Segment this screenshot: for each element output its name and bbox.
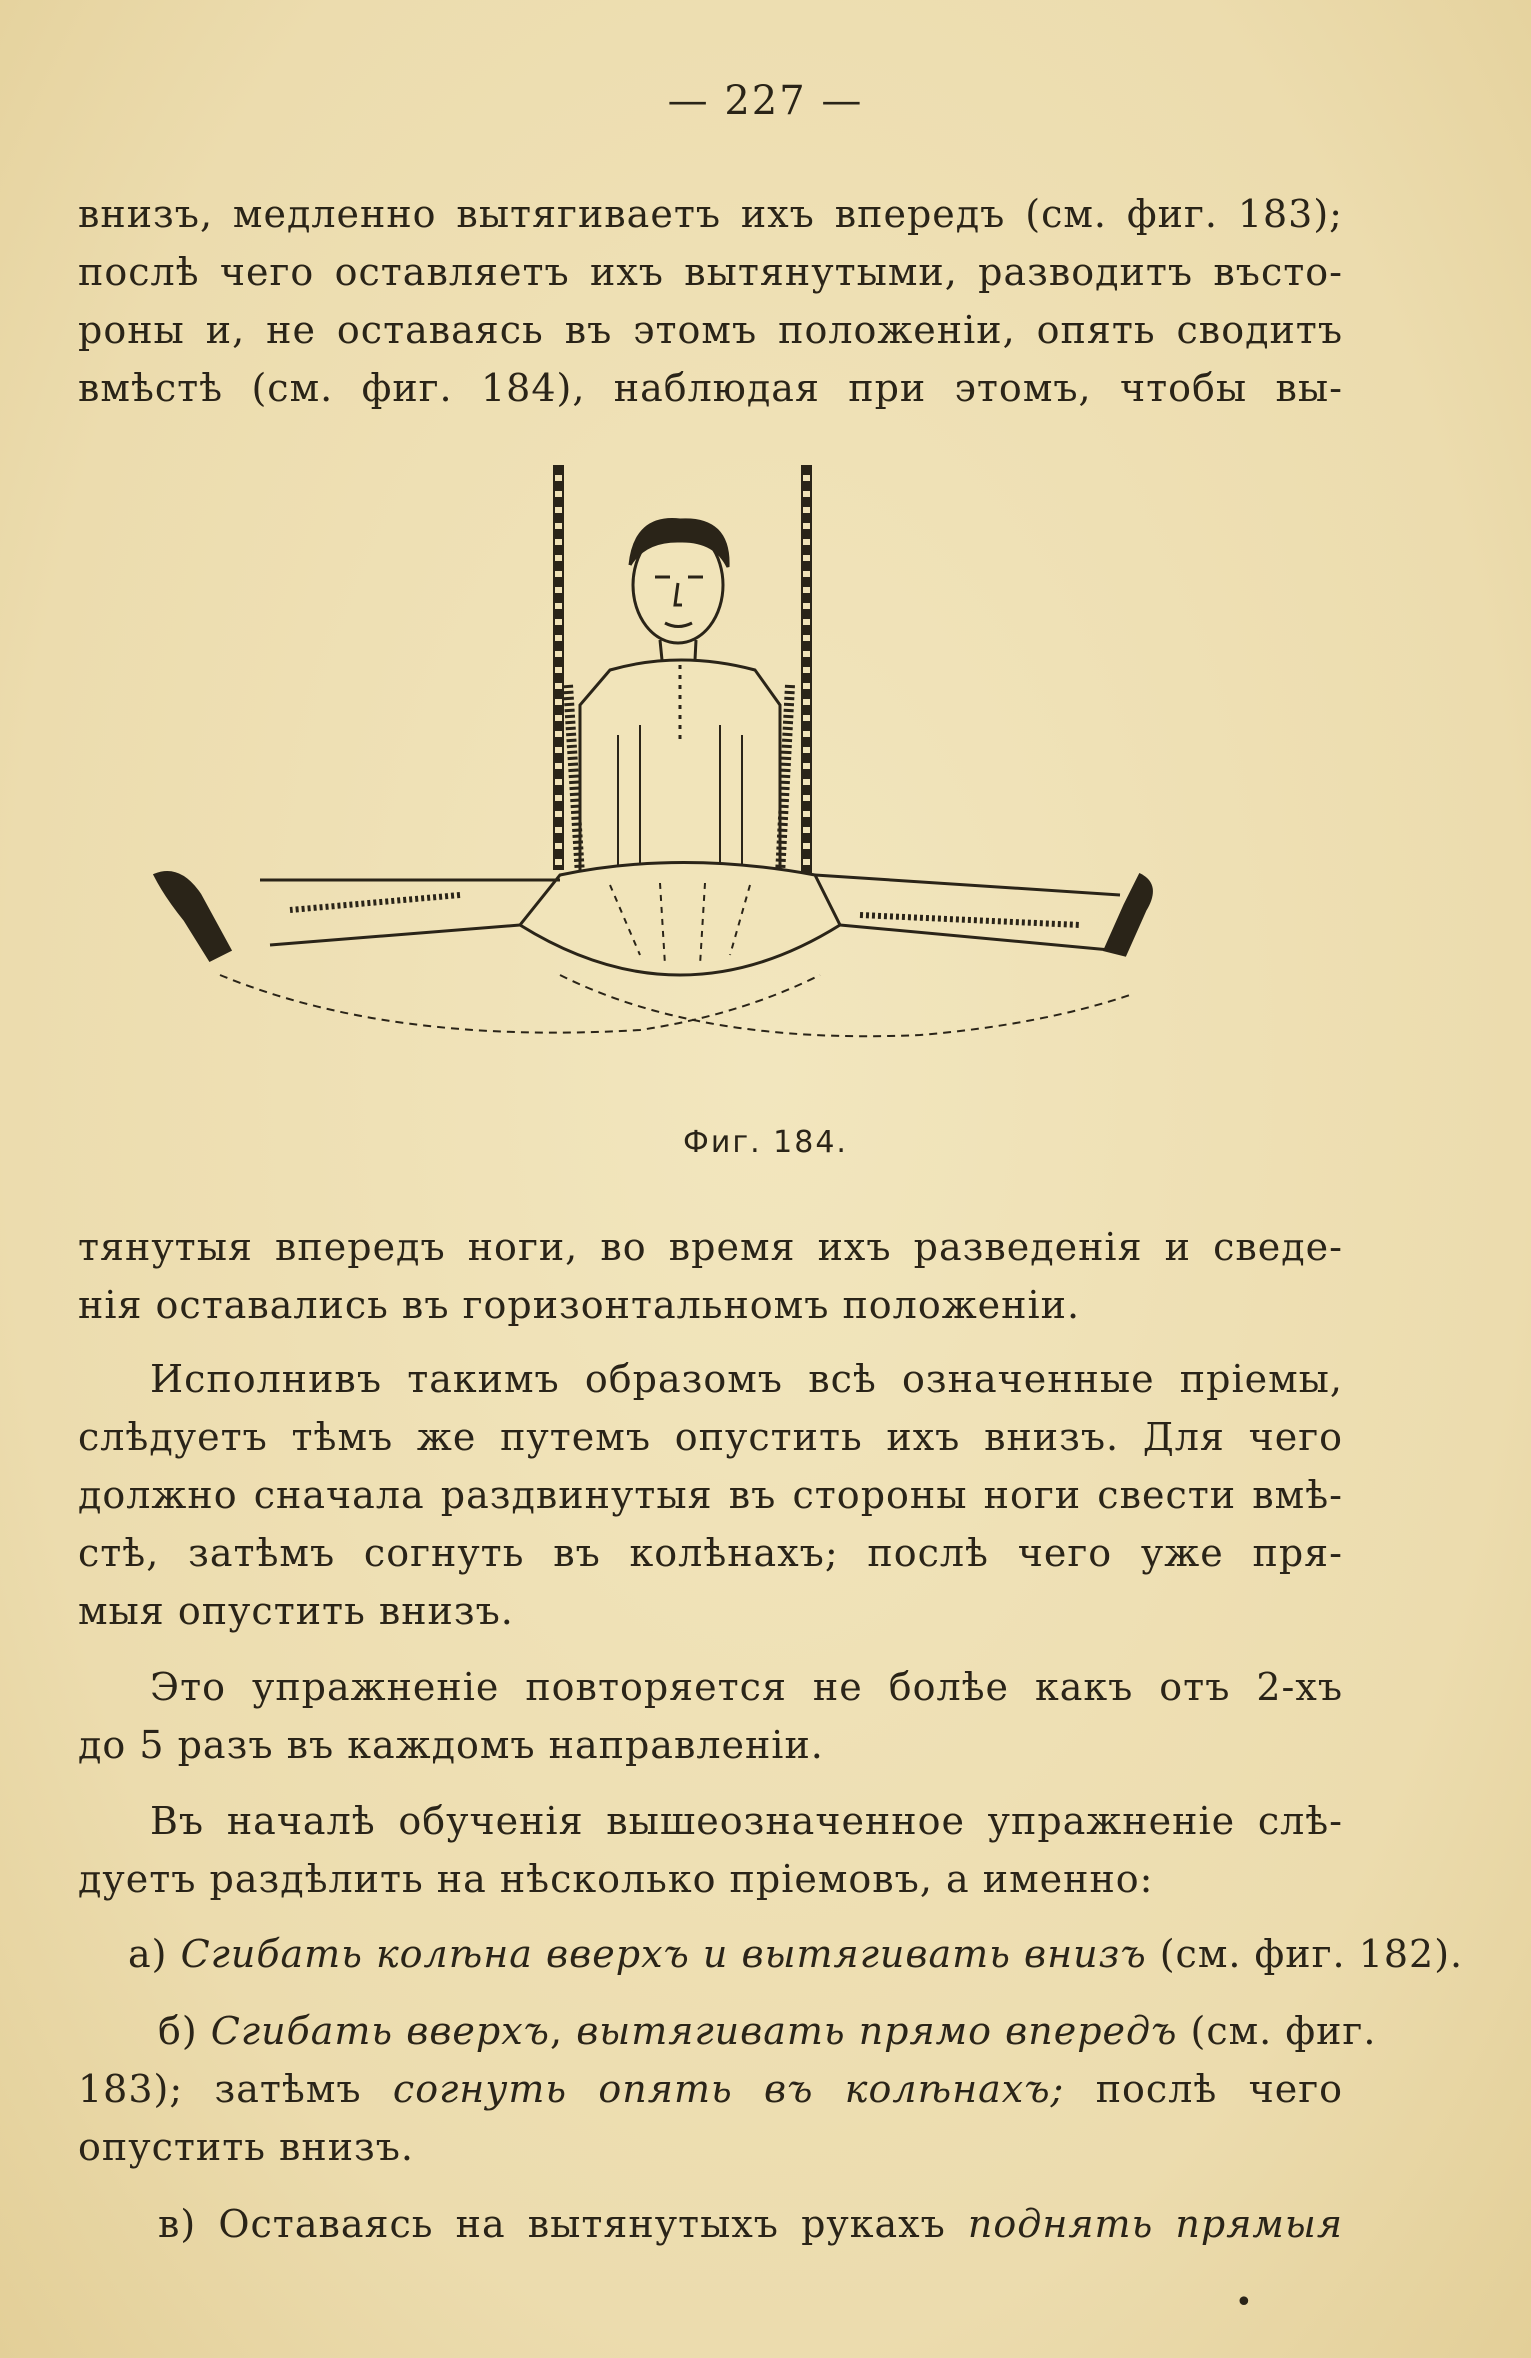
item-b-suffix: (см. фиг. [1177,2009,1377,2053]
item-a-italic: Сгибать колѣна вверхъ и вытягивать внизъ [180,1932,1147,1976]
paragraph-4 [78,1792,1343,1908]
right-leg [815,875,1151,955]
gymnast-on-rings-drawing [140,455,1240,1075]
figure-caption: Фиг. 184. [683,1125,848,1160]
text-line [78,2195,1343,2253]
left-leg [155,873,560,961]
item-a-prefix: а) [128,1932,181,1976]
text-line [78,1925,1464,1983]
text-line: внизъ, медленно вытягиваетъ ихъ впередъ (см. фиг. 183); [78,192,1343,236]
paragraph-3 [78,1658,1343,1774]
text-line: дуетъ раздѣлить на нѣсколько пріемовъ, а именно: [78,1857,1154,1901]
paragraph-2 [78,1350,1343,1640]
text-line: Это упражненіе повторяется не болѣе какъ отъ 2-хъ [150,1665,1343,1709]
text-line: опустить внизъ. [78,2125,415,2169]
item-b-italic-1: Сгибать вверхъ [210,2009,551,2053]
item-b-line2-suffix: послѣ чего [1064,2067,1343,2111]
head [630,520,728,660]
page-number: — 227 — [667,78,864,124]
left-chain [554,465,563,870]
item-a-suffix: (см. фиг. 182). [1146,1932,1464,1976]
right-chain [802,465,811,875]
text-line: вмѣстѣ (см. фиг. 184), наблюдая при этомъ, чтобы вы- [78,366,1343,410]
list-item-b [78,2002,1377,2176]
text-line: послѣ чего оставляетъ ихъ вытянутыми, разводитъ въсто- [78,250,1343,294]
text-line: тянутыя впередъ ноги, во время ихъ разведенія и сведе- [78,1225,1343,1269]
text-line: слѣдуетъ тѣмъ же путемъ опустить ихъ внизъ. Для чего [78,1415,1343,1459]
text-line: мыя опустить внизъ. [78,1589,514,1633]
footer-mark: • [1235,2285,1253,2320]
motion-arcs [220,975,1130,1036]
list-item-c [78,2195,1343,2253]
torso [568,660,790,875]
item-c-italic: поднять прямыя [967,2202,1343,2246]
text-line [78,2060,1343,2118]
item-b-line2-prefix: 183); затѣмъ [78,2067,393,2111]
text-line: нія оставались въ горизонтальномъ положеніи. [78,1283,1081,1327]
text-line: стѣ, затѣмъ согнуть въ колѣнахъ; послѣ чего уже пря- [78,1531,1343,1575]
text-line: роны и, не оставаясь въ этомъ положеніи, опять сводитъ [78,308,1343,352]
skirt [520,863,840,976]
text-line: Въ началѣ обученія вышеозначенное упражненіе слѣ- [150,1799,1343,1843]
list-item-a [78,1925,1464,1983]
item-b-italic-2: вытягивать прямо впередъ [576,2009,1178,2053]
item-c-prefix: в) Оставаясь на вытянутыхъ рукахъ [158,2202,968,2246]
text-line: Исполнивъ такимъ образомъ всѣ означенные пріемы, [150,1357,1343,1401]
item-b-prefix: б) [158,2009,211,2053]
top-paragraph [78,185,1343,417]
text-line: до 5 разъ въ каждомъ направленіи. [78,1723,824,1767]
paragraph-1 [78,1218,1343,1334]
figure-184-illustration [140,455,1240,1075]
text-line: должно сначала раздвинутыя въ стороны ноги свести вмѣ- [78,1473,1343,1517]
item-b-mid: , [550,2009,577,2053]
item-b-line2-italic: согнуть опять въ колѣнахъ; [392,2067,1065,2111]
text-line [78,2002,1377,2060]
